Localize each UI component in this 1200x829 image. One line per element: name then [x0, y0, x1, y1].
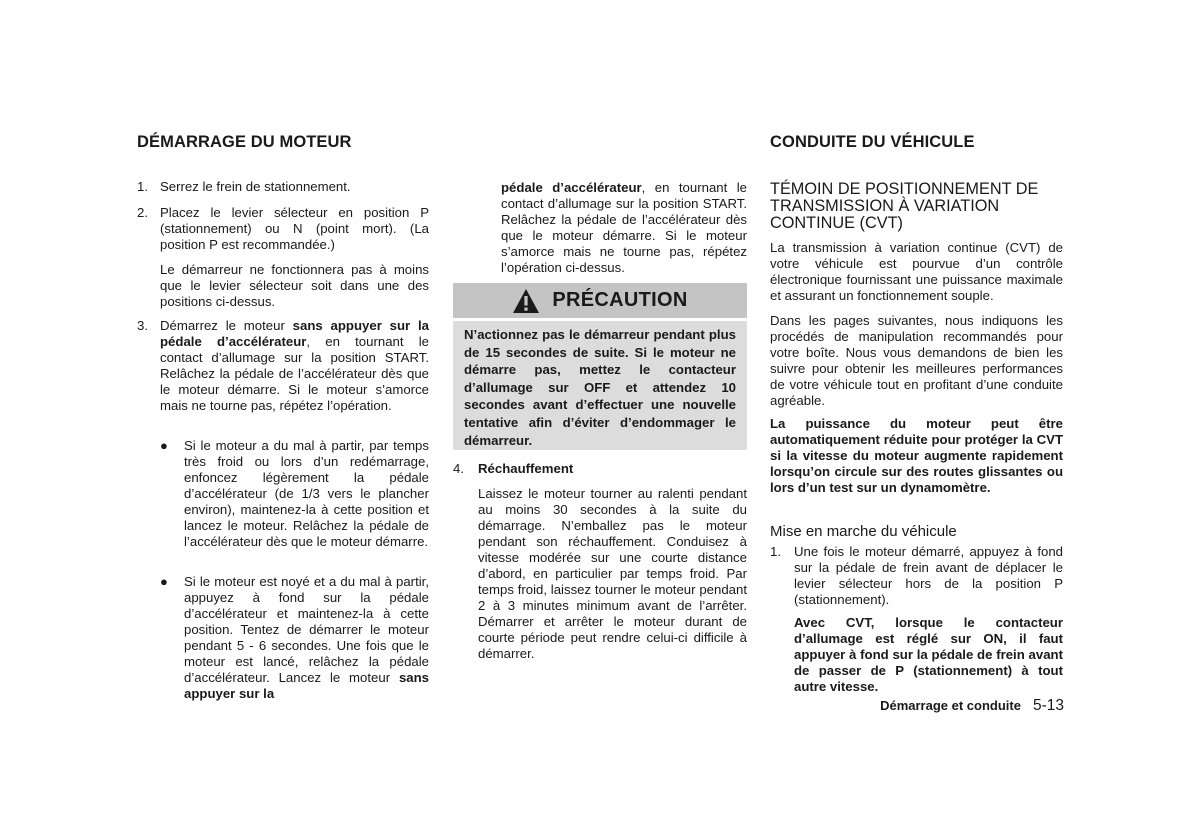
- item-number: 2.: [137, 205, 148, 220]
- list-item-1: [137, 179, 429, 195]
- cvt-paragraph-1: [770, 240, 1063, 304]
- item-text: Laissez le moteur tourner au ralenti pendant au moins 30 secondes à la suite du démarrage. N’emballez pas le moteur pendant son réchauffement. Conduisez à vitesse modérée sur une courte distance d’abord, en particulier par temps froid. Par temps froid, laissez tourner le moteur pendant 2 à 3 minutes minimum avant de l’arrêter. Démarrer et arrêter le moteur durant de courte période peut rendre celui-ci difficile à démarrer.: [478, 486, 747, 661]
- item-title: Réchauffement: [478, 461, 574, 476]
- cvt-warning: [770, 416, 1063, 496]
- section-title-conduite: CONDUITE DU VÉHICULE: [770, 133, 975, 151]
- bullet-text: Si le moteur a du mal à partir, par temps très froid ou lors d’un redémarrage, enfoncez légèrement la pédale d’accélérateur (de 1/3 vers le plancher environ), maintenez-la à cette position et lancez le moteur. Relâchez la pédale de l’accélérateur dès que le moteur démarre.: [184, 438, 429, 549]
- list-item-2: [137, 205, 429, 253]
- caution-header: [453, 283, 747, 318]
- bullet-item-1: [160, 438, 429, 550]
- item-number: 1.: [770, 544, 781, 559]
- item-text: Une fois le moteur démarré, appuyez à fond sur la pédale de frein avant de déplacer le levier sélecteur hors de la position P (stationnement).: [794, 544, 1063, 607]
- page-number: 5-13: [1032, 697, 1064, 714]
- list-item-2-note: [160, 262, 429, 310]
- continued-text: pédale d’accélérateur, en tournant le contact d’allumage sur la position START. Relâchez la pédale de l’accélérateur dès que le moteur démarre. Si le moteur s’amorce mais ne tourne pas, répétez l’opération ci-dessus.: [501, 180, 747, 275]
- page-footer: [868, 697, 1064, 715]
- right-list-item-1: [770, 544, 1063, 608]
- caution-body: N’actionnez pas le démarreur pendant plus de 15 secondes de suite. Si le moteur ne démarre pas, mettez le contacteur d’allumage sur OFF et attendez 10 secondes avant d’effectuer une nouvelle tentative afin d’éviter d’endommager le démarreur.: [453, 321, 747, 450]
- footer-chapter: Démarrage et conduite: [880, 698, 1021, 713]
- mise-en-marche-subtitle: Mise en marche du véhicule: [770, 523, 957, 540]
- paragraph-text: La transmission à variation continue (CVT) de votre véhicule est pourvue d’un contrôle électronique fournissant une puissance maximale et assurant un fonctionnement souple.: [770, 240, 1063, 303]
- item-text: Démarrez le moteur sans appuyer sur la pédale d’accélérateur, en tournant le contact d’allumage sur la position START. Relâchez la pédale de l’accélérateur dès que le moteur démarre. Si le moteur s’amorce mais ne tourne pas, répétez l’opération.: [160, 318, 429, 413]
- warning-icon: [512, 288, 540, 314]
- cvt-paragraph-2: [770, 313, 1063, 409]
- list-item-4: [453, 461, 747, 477]
- paragraph-text: Dans les pages suivantes, nous indiquons les procédés de manipulation recommandés pour votre boîte. Nous vous demandons de bien les suivre pour obtenir les meilleures performances de votre véhicule tout en profitant d’une conduite agréable.: [770, 313, 1063, 408]
- cvt-subtitle: TÉMOIN DE POSITIONNEMENT DE TRANSMISSION À VARIATION CONTINUE (CVT): [770, 180, 1039, 232]
- right-list-item-1-note: [794, 615, 1063, 695]
- item-text: Placez le levier sélecteur en position P (stationnement) ou N (point mort). (La position P est recommandée.): [160, 205, 429, 252]
- note-text: Avec CVT, lorsque le contacteur d’allumage est réglé sur ON, il faut appuyer à fond sur la pédale de frein avant de passer de P (stationnement) à tout autre vitesse.: [794, 615, 1063, 694]
- bullet-text: Si le moteur est noyé et a du mal à partir, appuyez à fond sur la pédale d’accélérateur et maintenez-la à cette position. Tentez de démarrer le moteur pendant 5 - 6 secondes. Une fois que le moteur est lancé, relâchez la pédale d’accélérateur. Lancez le moteur sans appuyer sur la: [184, 574, 429, 701]
- caution-title: PRÉCAUTION: [552, 289, 688, 311]
- bullet-icon: ●: [160, 574, 168, 589]
- list-item-4-body: [478, 486, 747, 662]
- bullet-icon: ●: [160, 438, 168, 453]
- continued-paragraph: [501, 180, 747, 276]
- item-number: 4.: [453, 461, 464, 476]
- bullet-item-2: [160, 574, 429, 702]
- item-number: 3.: [137, 318, 148, 333]
- section-title-demarrage: DÉMARRAGE DU MOTEUR: [137, 133, 352, 151]
- note-text: Le démarreur ne fonctionnera pas à moins que le levier sélecteur soit dans une des positions ci-dessus.: [160, 262, 429, 309]
- warning-text: La puissance du moteur peut être automatiquement réduite pour protéger la CVT si la vitesse du moteur augmente rapidement lorsqu’on circule sur des routes glissantes ou lors d’un test sur un dynamomètre.: [770, 416, 1063, 495]
- list-item-3: [137, 318, 429, 414]
- item-text: Serrez le frein de stationnement.: [160, 179, 351, 194]
- item-number: 1.: [137, 179, 148, 194]
